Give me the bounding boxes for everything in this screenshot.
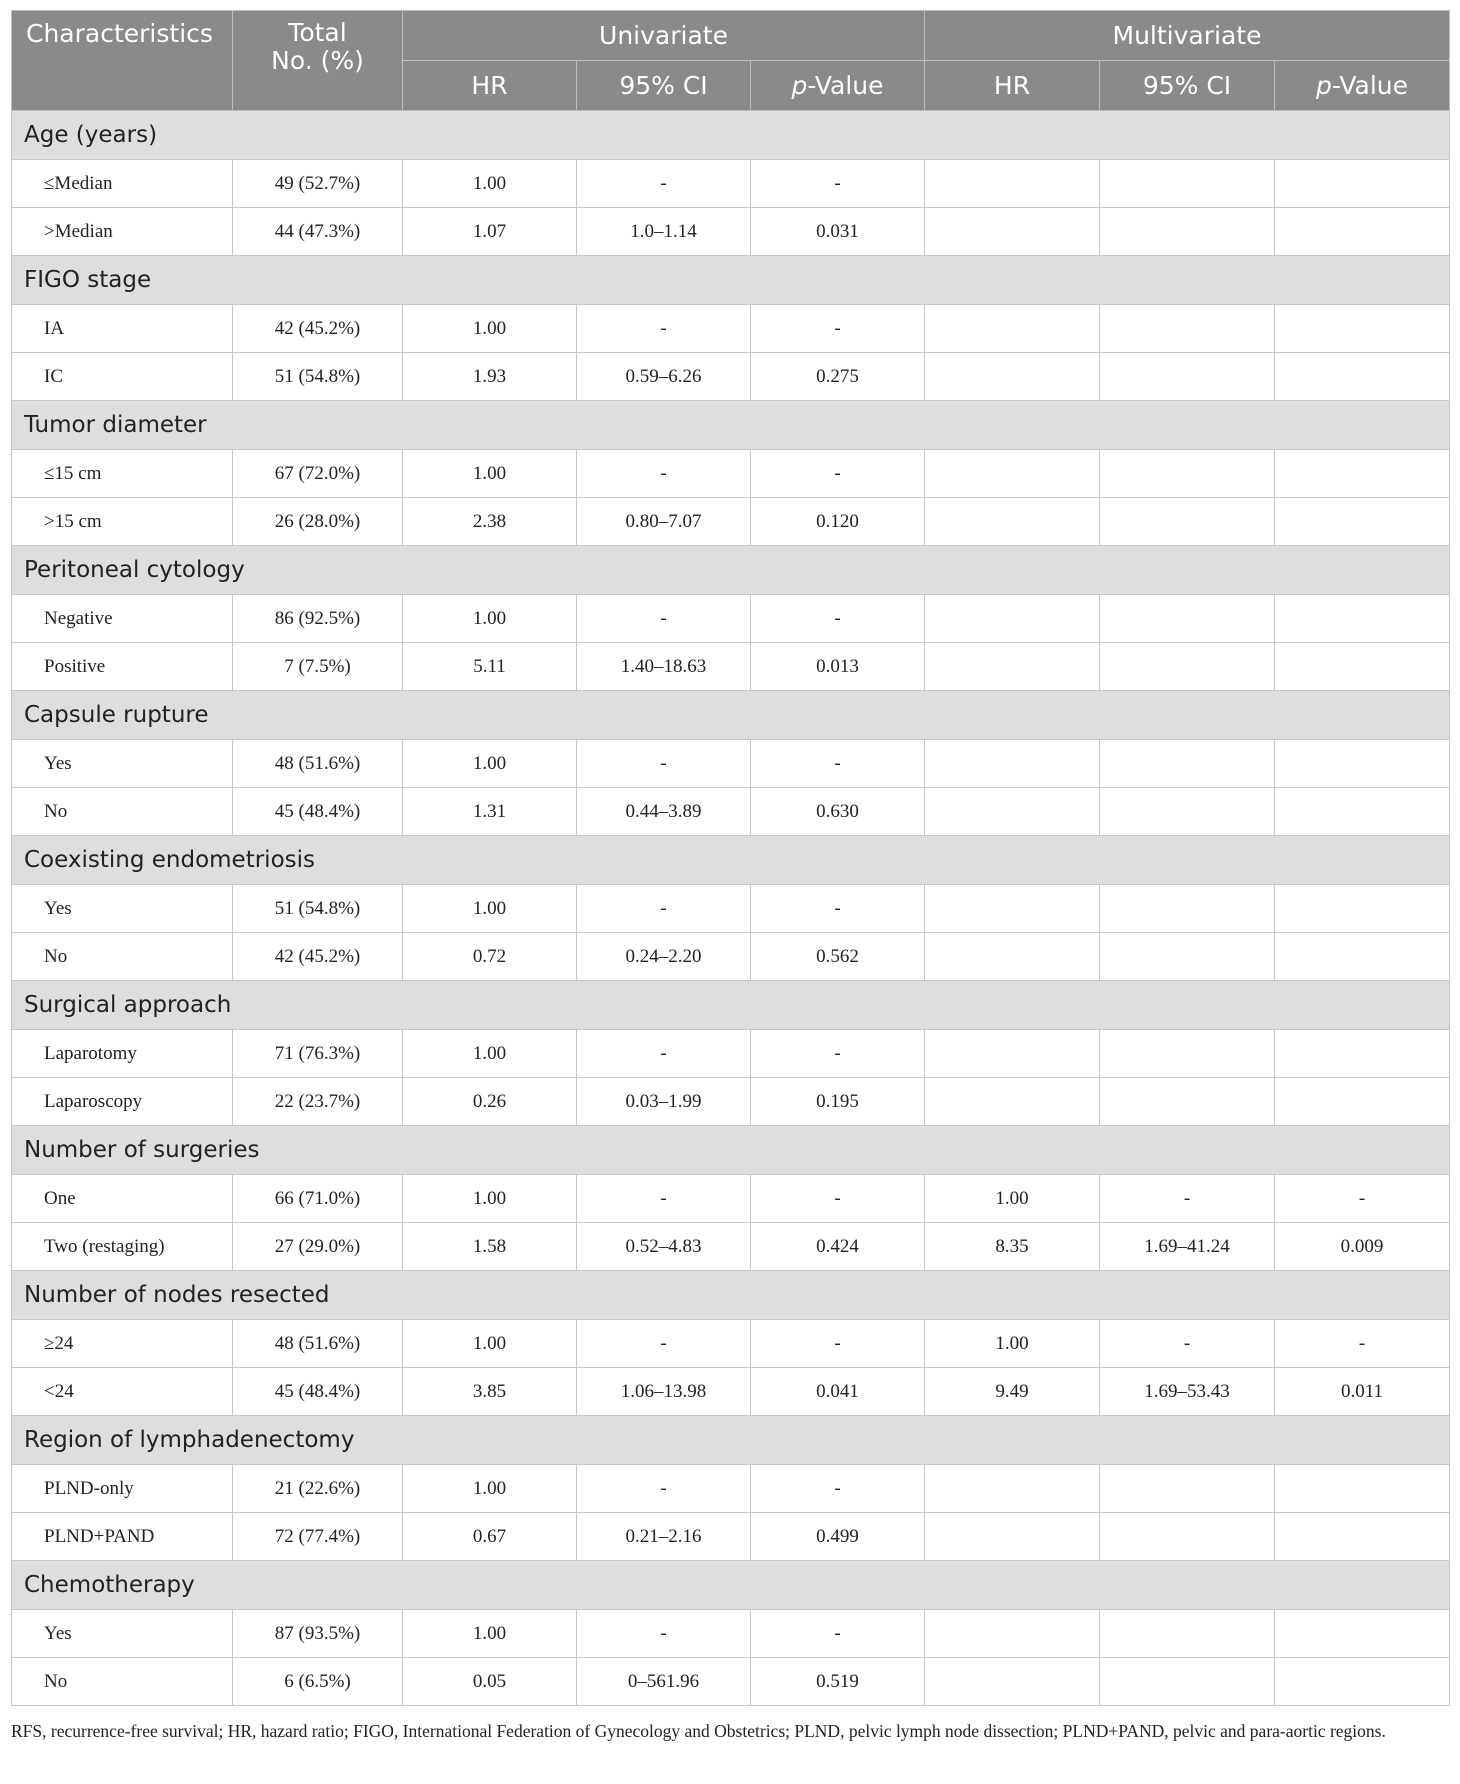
cell-univariate-hr: 1.00 (403, 885, 577, 933)
cell-univariate-hr: 1.00 (403, 160, 577, 208)
cell-multivariate-ci (1100, 1658, 1275, 1706)
cell-multivariate-hr (925, 933, 1100, 981)
cell-univariate-hr: 1.00 (403, 1175, 577, 1223)
cell-multivariate-p (1275, 498, 1450, 546)
cell-total: 6 (6.5%) (233, 1658, 403, 1706)
row-label: Yes (12, 740, 233, 788)
section-title: Number of nodes resected (12, 1271, 1450, 1320)
row-label: One (12, 1175, 233, 1223)
cell-univariate-hr: 1.93 (403, 353, 577, 401)
table-row (12, 1223, 1450, 1271)
cell-univariate-p: - (751, 1610, 925, 1658)
cell-univariate-ci: - (577, 1030, 751, 1078)
cell-univariate-hr: 2.38 (403, 498, 577, 546)
cell-multivariate-hr (925, 885, 1100, 933)
header-total-line1: Total (288, 18, 347, 47)
cell-multivariate-p (1275, 1610, 1450, 1658)
row-label: Laparotomy (12, 1030, 233, 1078)
cell-multivariate-ci (1100, 353, 1275, 401)
table-row (12, 160, 1450, 208)
table-header (12, 11, 1450, 111)
cell-multivariate-ci (1100, 595, 1275, 643)
section-title: Coexisting endometriosis (12, 836, 1450, 885)
cell-total: 51 (54.8%) (233, 353, 403, 401)
cell-multivariate-hr (925, 1465, 1100, 1513)
row-label: Positive (12, 643, 233, 691)
cell-multivariate-hr (925, 643, 1100, 691)
table-row (12, 1658, 1450, 1706)
cell-multivariate-hr (925, 788, 1100, 836)
cell-multivariate-hr (925, 1030, 1100, 1078)
section-title: Surgical approach (12, 981, 1450, 1030)
cell-univariate-ci: - (577, 1610, 751, 1658)
cell-univariate-p: - (751, 160, 925, 208)
cell-multivariate-ci: 1.69–53.43 (1100, 1368, 1275, 1416)
cell-multivariate-p (1275, 160, 1450, 208)
cell-univariate-hr: 1.00 (403, 450, 577, 498)
header-characteristics: Characteristics (12, 11, 233, 111)
table-footnote: RFS, recurrence-free survival; HR, hazard ratio; FIGO, International Federation of Gynecology and Obstetrics; PLND, pelvic lymph node dissection; PLND+PAND, pelvic and para-aortic regions. (11, 1721, 1386, 1741)
header-multi-ci: 95% CI (1100, 61, 1275, 111)
cell-total: 26 (28.0%) (233, 498, 403, 546)
cell-univariate-p: - (751, 740, 925, 788)
table-row (12, 933, 1450, 981)
cell-univariate-ci: - (577, 160, 751, 208)
cell-multivariate-p (1275, 353, 1450, 401)
cell-univariate-hr: 0.67 (403, 1513, 577, 1561)
cell-total: 48 (51.6%) (233, 1320, 403, 1368)
header-total (233, 11, 403, 111)
cell-univariate-hr: 0.05 (403, 1658, 577, 1706)
cell-multivariate-ci (1100, 1465, 1275, 1513)
cell-multivariate-hr (925, 595, 1100, 643)
table-row (12, 1368, 1450, 1416)
cell-univariate-p: 0.013 (751, 643, 925, 691)
cell-multivariate-hr (925, 1658, 1100, 1706)
section-header-row (12, 1271, 1450, 1320)
cell-multivariate-hr (925, 1513, 1100, 1561)
cell-univariate-ci: 0.21–2.16 (577, 1513, 751, 1561)
row-label: PLND+PAND (12, 1513, 233, 1561)
row-label: Two (restaging) (12, 1223, 233, 1271)
cell-multivariate-ci (1100, 643, 1275, 691)
section-header-row (12, 256, 1450, 305)
cell-univariate-p: 0.499 (751, 1513, 925, 1561)
section-title: Age (years) (12, 111, 1450, 160)
section-title: FIGO stage (12, 256, 1450, 305)
row-label: >Median (12, 208, 233, 256)
cell-univariate-p: 0.630 (751, 788, 925, 836)
cell-total: 67 (72.0%) (233, 450, 403, 498)
cell-multivariate-ci (1100, 1030, 1275, 1078)
table-row (12, 1465, 1450, 1513)
cell-total: 42 (45.2%) (233, 305, 403, 353)
table-row (12, 643, 1450, 691)
cell-multivariate-p (1275, 1465, 1450, 1513)
cell-univariate-ci: 1.06–13.98 (577, 1368, 751, 1416)
row-label: PLND-only (12, 1465, 233, 1513)
cell-multivariate-p (1275, 643, 1450, 691)
cell-multivariate-hr (925, 160, 1100, 208)
cell-multivariate-ci (1100, 1610, 1275, 1658)
cell-univariate-p: 0.041 (751, 1368, 925, 1416)
cell-multivariate-p: - (1275, 1175, 1450, 1223)
cell-univariate-hr: 1.00 (403, 1030, 577, 1078)
cell-univariate-ci: 0.44–3.89 (577, 788, 751, 836)
cell-total: 72 (77.4%) (233, 1513, 403, 1561)
cell-univariate-p: 0.275 (751, 353, 925, 401)
row-label: <24 (12, 1368, 233, 1416)
table-row (12, 1610, 1450, 1658)
cell-univariate-ci: 0.03–1.99 (577, 1078, 751, 1126)
cell-total: 42 (45.2%) (233, 933, 403, 981)
cell-multivariate-hr: 1.00 (925, 1175, 1100, 1223)
header-multivariate: Multivariate (925, 11, 1450, 61)
cell-total: 71 (76.3%) (233, 1030, 403, 1078)
cell-univariate-p: 0.195 (751, 1078, 925, 1126)
cell-univariate-ci: - (577, 595, 751, 643)
cell-total: 27 (29.0%) (233, 1223, 403, 1271)
cell-univariate-ci: - (577, 885, 751, 933)
table-row (12, 1078, 1450, 1126)
cell-univariate-hr: 0.26 (403, 1078, 577, 1126)
p-italic: p (1315, 71, 1332, 100)
cell-univariate-p: - (751, 1030, 925, 1078)
cell-total: 45 (48.4%) (233, 788, 403, 836)
header-uni-ci: 95% CI (577, 61, 751, 111)
cell-multivariate-p (1275, 1513, 1450, 1561)
cell-univariate-p: 0.120 (751, 498, 925, 546)
cell-univariate-ci: - (577, 1175, 751, 1223)
section-title: Number of surgeries (12, 1126, 1450, 1175)
header-uni-p (751, 61, 925, 111)
cell-univariate-p: 0.424 (751, 1223, 925, 1271)
cell-univariate-p: - (751, 450, 925, 498)
cell-multivariate-hr: 1.00 (925, 1320, 1100, 1368)
cell-multivariate-ci (1100, 1078, 1275, 1126)
cell-multivariate-hr: 8.35 (925, 1223, 1100, 1271)
cell-univariate-hr: 1.00 (403, 740, 577, 788)
table-row (12, 595, 1450, 643)
cell-univariate-hr: 1.07 (403, 208, 577, 256)
row-label: Yes (12, 885, 233, 933)
row-label: No (12, 1658, 233, 1706)
cell-univariate-hr: 0.72 (403, 933, 577, 981)
cell-univariate-hr: 1.31 (403, 788, 577, 836)
cell-multivariate-hr (925, 740, 1100, 788)
section-title: Region of lymphadenectomy (12, 1416, 1450, 1465)
table-body (12, 111, 1450, 1706)
section-title: Chemotherapy (12, 1561, 1450, 1610)
cell-total: 87 (93.5%) (233, 1610, 403, 1658)
table-row (12, 305, 1450, 353)
section-header-row (12, 981, 1450, 1030)
cell-univariate-ci: 1.40–18.63 (577, 643, 751, 691)
cell-multivariate-hr (925, 1610, 1100, 1658)
cell-multivariate-p (1275, 450, 1450, 498)
table-row (12, 788, 1450, 836)
cell-multivariate-ci (1100, 450, 1275, 498)
p-rest: -Value (1331, 71, 1409, 100)
header-multi-p (1275, 61, 1450, 111)
row-label: IA (12, 305, 233, 353)
section-header-row (12, 1416, 1450, 1465)
cell-univariate-p: 0.562 (751, 933, 925, 981)
row-label: Yes (12, 1610, 233, 1658)
cell-univariate-p: - (751, 305, 925, 353)
section-header-row (12, 546, 1450, 595)
row-label: ≤Median (12, 160, 233, 208)
cell-multivariate-ci (1100, 1513, 1275, 1561)
cell-multivariate-ci (1100, 885, 1275, 933)
cell-univariate-ci: - (577, 1320, 751, 1368)
cell-multivariate-ci (1100, 933, 1275, 981)
cell-univariate-ci: 0–561.96 (577, 1658, 751, 1706)
row-label: No (12, 933, 233, 981)
cell-multivariate-hr (925, 498, 1100, 546)
cell-univariate-hr: 1.58 (403, 1223, 577, 1271)
cell-multivariate-ci: - (1100, 1320, 1275, 1368)
cell-univariate-ci: 0.80–7.07 (577, 498, 751, 546)
row-label: >15 cm (12, 498, 233, 546)
row-label: Negative (12, 595, 233, 643)
table-row (12, 1175, 1450, 1223)
cell-multivariate-p (1275, 788, 1450, 836)
p-italic: p (791, 71, 808, 100)
cell-multivariate-ci (1100, 208, 1275, 256)
row-label: No (12, 788, 233, 836)
section-title: Peritoneal cytology (12, 546, 1450, 595)
cell-univariate-ci: - (577, 305, 751, 353)
cell-multivariate-p (1275, 885, 1450, 933)
cell-multivariate-p (1275, 305, 1450, 353)
cell-univariate-p: - (751, 595, 925, 643)
cell-multivariate-hr (925, 208, 1100, 256)
cell-univariate-ci: 0.52–4.83 (577, 1223, 751, 1271)
cell-multivariate-p (1275, 1078, 1450, 1126)
cell-multivariate-ci: 1.69–41.24 (1100, 1223, 1275, 1271)
table-row (12, 1320, 1450, 1368)
cell-univariate-hr: 1.00 (403, 1610, 577, 1658)
cell-univariate-p: - (751, 1465, 925, 1513)
section-header-row (12, 1126, 1450, 1175)
header-multi-hr: HR (925, 61, 1100, 111)
cell-univariate-p: - (751, 1175, 925, 1223)
cell-multivariate-p: 0.011 (1275, 1368, 1450, 1416)
cell-total: 66 (71.0%) (233, 1175, 403, 1223)
cell-total: 45 (48.4%) (233, 1368, 403, 1416)
cell-total: 49 (52.7%) (233, 160, 403, 208)
cell-total: 86 (92.5%) (233, 595, 403, 643)
cell-multivariate-ci (1100, 305, 1275, 353)
cell-multivariate-hr: 9.49 (925, 1368, 1100, 1416)
cell-multivariate-ci (1100, 740, 1275, 788)
cell-univariate-hr: 3.85 (403, 1368, 577, 1416)
cell-univariate-ci: 0.59–6.26 (577, 353, 751, 401)
cell-total: 44 (47.3%) (233, 208, 403, 256)
cell-multivariate-hr (925, 353, 1100, 401)
table-row (12, 498, 1450, 546)
section-header-row (12, 1561, 1450, 1610)
cell-multivariate-p: 0.009 (1275, 1223, 1450, 1271)
table-row (12, 1513, 1450, 1561)
results-table (11, 10, 1450, 1706)
cell-multivariate-ci (1100, 498, 1275, 546)
cell-univariate-hr: 1.00 (403, 305, 577, 353)
cell-univariate-ci: 1.0–1.14 (577, 208, 751, 256)
cell-total: 48 (51.6%) (233, 740, 403, 788)
cell-univariate-ci: - (577, 450, 751, 498)
cell-multivariate-ci (1100, 160, 1275, 208)
cell-univariate-p: 0.519 (751, 1658, 925, 1706)
table-row (12, 885, 1450, 933)
section-header-row (12, 401, 1450, 450)
cell-multivariate-p (1275, 933, 1450, 981)
table-container (11, 10, 1449, 1706)
row-label: Laparoscopy (12, 1078, 233, 1126)
cell-total: 22 (23.7%) (233, 1078, 403, 1126)
cell-total: 21 (22.6%) (233, 1465, 403, 1513)
cell-univariate-hr: 1.00 (403, 1320, 577, 1368)
header-total-line2: No. (%) (271, 46, 364, 75)
row-label: ≥24 (12, 1320, 233, 1368)
header-univariate: Univariate (403, 11, 925, 61)
table-row (12, 1030, 1450, 1078)
cell-multivariate-p: - (1275, 1320, 1450, 1368)
cell-univariate-p: - (751, 1320, 925, 1368)
table-row (12, 740, 1450, 788)
cell-univariate-ci: - (577, 740, 751, 788)
cell-multivariate-ci (1100, 788, 1275, 836)
section-title: Capsule rupture (12, 691, 1450, 740)
cell-multivariate-hr (925, 1078, 1100, 1126)
table-row (12, 353, 1450, 401)
section-header-row (12, 836, 1450, 885)
cell-univariate-hr: 1.00 (403, 1465, 577, 1513)
cell-univariate-hr: 5.11 (403, 643, 577, 691)
row-label: IC (12, 353, 233, 401)
row-label: ≤15 cm (12, 450, 233, 498)
cell-total: 51 (54.8%) (233, 885, 403, 933)
cell-multivariate-ci: - (1100, 1175, 1275, 1223)
cell-univariate-p: 0.031 (751, 208, 925, 256)
cell-multivariate-hr (925, 450, 1100, 498)
section-header-row (12, 111, 1450, 160)
table-row (12, 208, 1450, 256)
cell-multivariate-p (1275, 740, 1450, 788)
cell-univariate-hr: 1.00 (403, 595, 577, 643)
header-uni-hr: HR (403, 61, 577, 111)
cell-univariate-ci: 0.24–2.20 (577, 933, 751, 981)
cell-multivariate-p (1275, 1030, 1450, 1078)
section-header-row (12, 691, 1450, 740)
cell-multivariate-p (1275, 1658, 1450, 1706)
cell-univariate-p: - (751, 885, 925, 933)
section-title: Tumor diameter (12, 401, 1450, 450)
p-rest: -Value (807, 71, 884, 100)
cell-multivariate-p (1275, 595, 1450, 643)
table-row (12, 450, 1450, 498)
cell-multivariate-p (1275, 208, 1450, 256)
cell-total: 7 (7.5%) (233, 643, 403, 691)
cell-univariate-ci: - (577, 1465, 751, 1513)
cell-multivariate-hr (925, 305, 1100, 353)
